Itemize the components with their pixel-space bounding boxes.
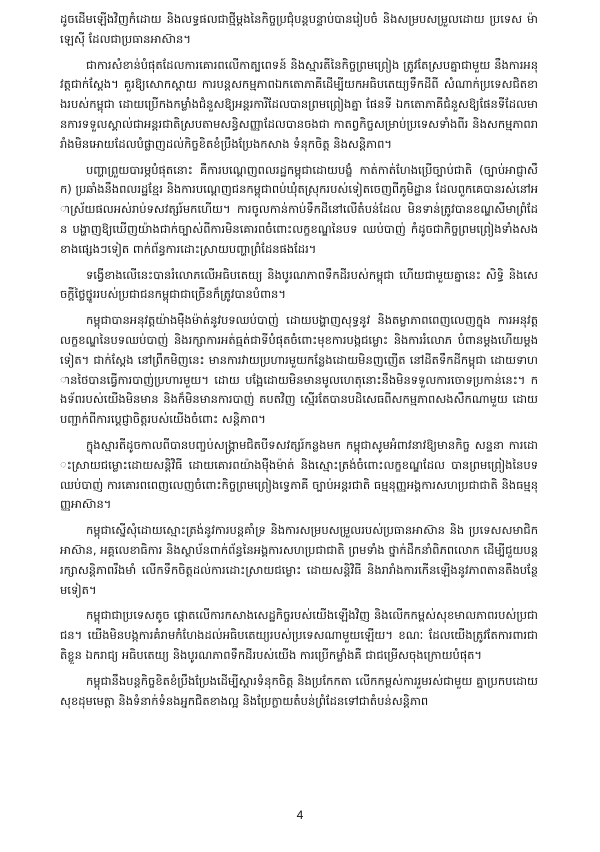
paragraph-6: ក្នុងស្មារតីដូចកាលពីបានបញ្ចប់សង្គ្រាមជិតបីទសវត្សរ៍កន្លងមក កម្ពុជាសូមអំពាវនាវឱ្យមានកិច្ច សន្ទនា ការដោះស្រាយជម្លោះដោយសន្តិវិធី ដោយគោរពយ៉ាងម៉ឺងម៉ាត់ និងស្មោះត្រង់ចំពោះលក្ខខណ្ឌដែល បានព្រមព្រៀងនៃបទឈប់បាញ់ ការគោរពពេញលេញចំពោះកិច្ចព្រមព្រៀងទ្វេភាគី ច្បាប់អន្តរជាតិ ធម្មនុញ្ញអង្គការសហប្រជាជាតិ និងធម្មនុញ្ញអាស៊ាន។: [60, 437, 538, 512]
paragraph-3: បញ្ហាព្រួយបារម្ភបំផុតនោះ គឺការបណ្តេញពលរដ្ឋកម្ពុជាដោយបង្ខំ កាត់កាត់ហែងប្រើច្បាប់ជាតិ (ច្បាប់អាជ្ញាសឹក) ប្រឆាំងនឹងពលរដ្ឋខ្មែរ និងការបណ្តេញជនកម្ពុជាពប់ឃុំតស្រុករបស់ទៀតចេញពីភូមិដ្ឋាន ដែលពួកគេបានរស់នៅអាស្រ័យផលអស់រាប់ទសវត្សរ៍មកហើយ។ ការចូលកាន់កាប់ទឹកដីនៅលើតំបន់ដែល មិនទាន់ត្រូវបានខណ្ឌសីមាព្រំដែន បង្ហាញឱ្យឃើញយ៉ាងជាក់ច្បាស់ពីការមិនគោរពចំពោះលក្ខខណ្ឌនៃបទ ឈប់បាញ់ កំដូចជាកិច្ចព្រមព្រៀងទាំងសងខាងផ្សេងៗទៀត ពាក់ព័ន្ធការដោះស្រាយបញ្ហាព្រំដែនផងដែរ។: [60, 162, 538, 256]
paragraph-2: ជាការសំខាន់បំផុតដែលការគោរពលើកាត្បពេទន៍ និងស្មារតីនៃកិច្ចព្រមព្រៀង ត្រូវតែស្របគ្នាជាមួយ នឹងការអនុវត្តជាក់ស្តែង។ គួរឱ្យសោកស្តាយ ការបន្តសកម្មភាពឯកតោភាគីដើម្បីយកអធិបតេយ្យទឹកដីពី សំណាក់ប្រទេសជិតខាងរបស់កម្ពុជា ដោយប្រើកងកម្លាំងជំនួសឱ្យអន្តរការីដែលបានព្រមព្រៀងគ្នា ផែនទី ឯកតោភាគីជំនួសឱ្យផែនទីដែលមានការទទួលស្គាល់ជាអន្តរជាតិស្របតាមសន្ធិសញ្ញាដែលបានចងជា កាតព្វកិច្ចសម្រាប់ប្រទេសទាំងពីរ និងសកម្មភាពរារាំងមិនអោយដែលបំផ្លាញដល់កិច្ចខិតខំប្រឹងប្រែងកសាង ទំនុកចិត្ត និងសន្តិភាព។: [60, 57, 538, 151]
paragraph-7: កម្ពុជាស្នើសុំដោយស្មោះត្រង់នូវការបន្តគាំទ្រ និងការសម្របសម្រួលរបស់ប្រធានអាស៊ាន និង ប្រទេសសមាជិកអាស៊ាន, អគ្គលេខាធិការ និងស្ថាប័នពាក់ព័ន្ធនៃអង្គការសហប្រជាជាតិ ព្រមទាំង ថ្នាក់ដឹកនាំពិភពលោក ដើម្បីជួយបន្តរក្សាសន្តិភាពរឹងមាំ លើកទឹកចិត្តដល់ការដោះស្រាយជម្លោះ ដោយសន្តិវិធី និងរារាំងការកើនឡើងនូវភាពតានតឹងបន្ថែមទៀត។: [60, 523, 538, 597]
paragraph-4: ទង្វើខាងលើនេះបានរំលោភលើអធិបតេយ្យ និងបូរណភាពទឹកដីរបស់កម្ពុជា ហើយជាមួយគ្នានេះ សិទ្ធិ និងសេចក្តីថ្លៃថ្នូររបស់ប្រជាជនកម្ពុជាជាច្រើនក៏ត្រូវបានបំពាន។: [60, 267, 538, 302]
paragraph-5: កម្ពុជាបានអនុវត្តយ៉ាងម៉ឺងម៉ាត់នូវបទឈប់បាញ់ ដោយបង្ហាញសុទ្ធនូវ និងតម្លាភាពពេញលេញក្នុង ការអនុវត្តលក្ខខណ្ឌនៃបទឈប់បាញ់ និងរក្សាការអត់ធ្មត់ជាទីបំផុតចំពោះមុខការបង្កជម្លោះ និងការរំលោភ បំពានម្តងហើយម្តងទៀត។ ជាក់ស្តែង នៅព្រឹកមិញនេះ មានការវាយប្រហារមួយកន្លែងដោយមិនញញើត នៅដីតទឹកដីកម្ពុជា ដោយទាហានថៃបានធ្វើការបាញ់ប្រហារមួយ។ ដោយ បង្អែដោយមិនមានមូលហេតុនោះនឹងមិនទទួលការចោទប្រកាន់នេះ។ កងទ័ពរបស់យើងមិនមាន និងក៏មិនមានការបាញ់ តបតវិញ ស្មើរតែបានបដិសេធពីសកម្មភាពសងសឹកណាមួយ ដោយបញ្ជាក់ពីការប្តេជ្ញាចិត្តរបស់យើងចំពោះ សន្តិភាព។: [60, 313, 538, 427]
paragraph-9: កម្ពុជានឹងបន្តកិច្ចខិតខំប្រឹងប្រែងដើម្បីស្តារទំនុកចិត្ត និងប្រកែកតា លើកកម្ពស់ការរួមរស់ជាមួយ គ្នាប្រកបដោយសុខដុមមេត្តា និងទំនាក់ទំនងអ្នកជិតខាងល្អ និងប្រែក្លាយតំបន់ព្រំដែនទៅជាតំបន់សន្តិភាព: [60, 673, 538, 708]
paragraph-8: កម្ពុជាជាប្រទេសតូច ផ្តោតលើការកសាងសេដ្ឋកិច្ចរបស់យើងឡើងវិញ និងលើកកម្ពស់សុខមាលភាពរបស់ប្រជាជន។ យើងមិនបង្កការគំរាមកំហែងដល់អធិបតេយ្យរបស់ប្រទេសណាមួយឡើយ។ ខណៈ ដែលយើងត្រូវតែការពារជាតិខ្លួន ឯករាជ្យ អធិបតេយ្យ និងបូរណភាពទឹកដីរបស់យើង ការប្រើកម្លាំងគឺ ជាជម្រើសចុងក្រោយបំផុត។: [60, 608, 538, 662]
page-number: 4: [296, 808, 304, 822]
paragraph-1: ដូចដើមឡើងវិញកំដោយ និងលទ្ធផលជាថ្មីម្តងនៃកិច្ចប្រជុំបន្តបន្ទាប់បានរៀបចំ និងសម្របសម្រួលដោយ ប្រទេស ម៉ាឡេស៊ី ដែលជាប្រធានអាស៊ាន។: [60, 12, 538, 46]
